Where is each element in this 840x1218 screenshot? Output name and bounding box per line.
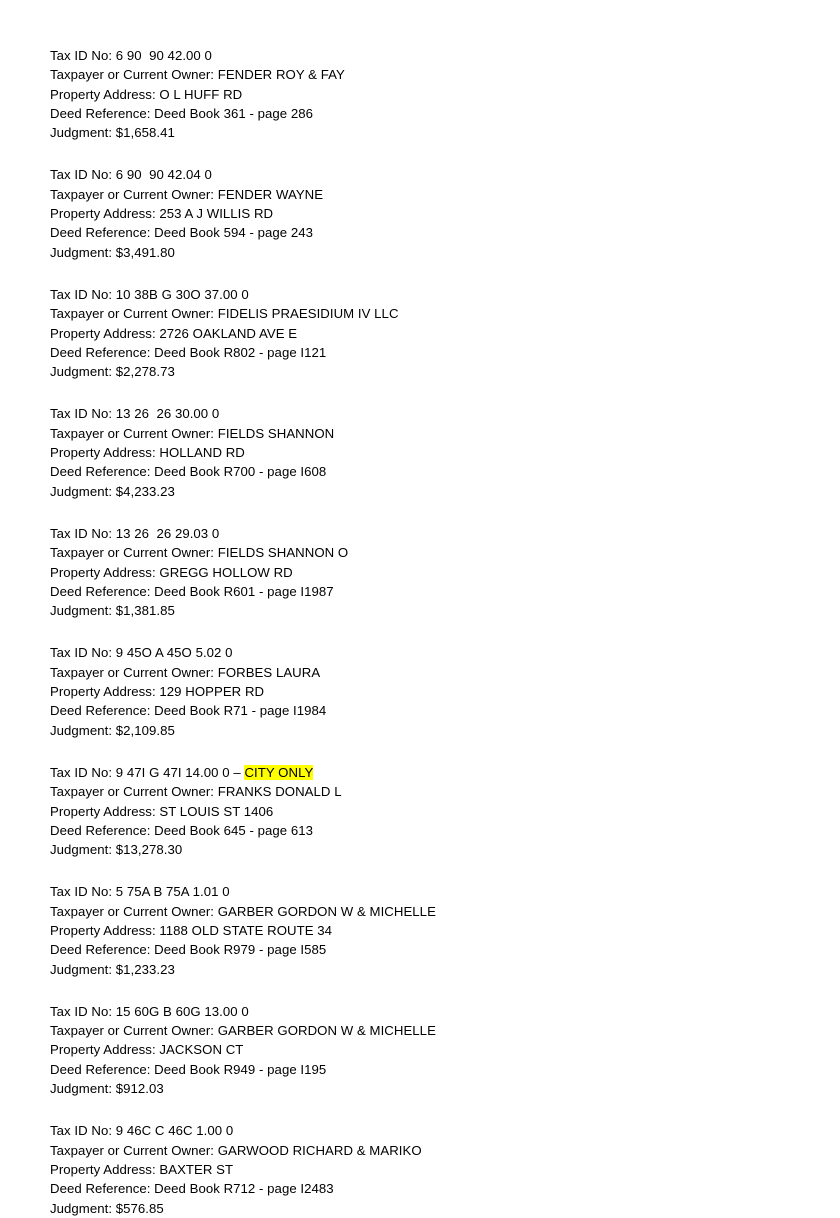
property-record <box>50 524 790 620</box>
tax-id-value: 9 46C C 46C 1.00 0 <box>115 1123 234 1139</box>
tax-id-line <box>50 404 790 423</box>
property-record <box>50 285 790 381</box>
tax-id-line <box>50 763 790 782</box>
tax-id-value: 15 60G B 60G 13.00 0 <box>115 1003 249 1019</box>
tax-id-label: Tax ID No: <box>50 884 116 900</box>
deed-reference-line: Deed Reference: Deed Book R979 - page I585 <box>50 942 327 958</box>
property-record <box>50 46 790 142</box>
tax-id-value: 10 38B G 30O 37.00 0 <box>115 286 249 302</box>
address-line: Property Address: BAXTER ST <box>50 1161 234 1177</box>
tax-id-value: 6 90 90 42.00 0 <box>115 48 212 63</box>
property-record <box>50 882 790 978</box>
deed-reference-line: Deed Reference: Deed Book 645 - page 613 <box>50 822 313 838</box>
judgment-line: Judgment: $1,381.85 <box>50 603 175 619</box>
tax-id-note: CITY ONLY <box>244 764 314 780</box>
tax-id-line <box>50 165 790 184</box>
judgment-line: Judgment: $13,278.30 <box>50 842 183 858</box>
tax-id-line <box>50 285 790 304</box>
deed-reference-line: Deed Reference: Deed Book R700 - page I608 <box>50 464 327 480</box>
tax-id-label: Tax ID No: <box>50 645 116 661</box>
owner-line: Taxpayer or Current Owner: FORBES LAURA <box>50 664 321 680</box>
tax-id-line <box>50 882 790 901</box>
address-line: Property Address: ST LOUIS ST 1406 <box>50 803 274 819</box>
tax-id-line <box>50 643 790 662</box>
owner-line: Taxpayer or Current Owner: FENDER ROY & FAY <box>50 67 345 83</box>
judgment-line: Judgment: $3,491.80 <box>50 244 175 260</box>
tax-id-label: Tax ID No: <box>50 764 116 780</box>
tax-id-label: Tax ID No: <box>50 48 116 63</box>
property-record <box>50 1002 790 1098</box>
tax-id-line <box>50 524 790 543</box>
deed-reference-line: Deed Reference: Deed Book R601 - page I1987 <box>50 583 334 599</box>
address-line: Property Address: JACKSON CT <box>50 1042 244 1058</box>
address-line: Property Address: 129 HOPPER RD <box>50 684 265 700</box>
owner-line: Taxpayer or Current Owner: GARBER GORDON W & MICHELLE <box>50 1023 436 1039</box>
owner-line: Taxpayer or Current Owner: GARBER GORDON W & MICHELLE <box>50 903 436 919</box>
judgment-line: Judgment: $576.85 <box>50 1200 164 1216</box>
property-record <box>50 643 790 739</box>
deed-reference-line: Deed Reference: Deed Book 361 - page 286 <box>50 105 313 121</box>
owner-line: Taxpayer or Current Owner: FIELDS SHANNON <box>50 425 335 441</box>
tax-id-label: Tax ID No: <box>50 1003 116 1019</box>
address-line: Property Address: O L HUFF RD <box>50 86 243 102</box>
owner-line: Taxpayer or Current Owner: FENDER WAYNE <box>50 186 324 202</box>
tax-id-label: Tax ID No: <box>50 525 116 541</box>
owner-line: Taxpayer or Current Owner: FRANKS DONALD L <box>50 784 342 800</box>
address-line: Property Address: 253 A J WILLIS RD <box>50 206 274 222</box>
tax-id-label: Tax ID No: <box>50 167 116 183</box>
address-line: Property Address: 2726 OAKLAND AVE E <box>50 325 298 341</box>
property-record <box>50 763 790 859</box>
tax-id-line <box>50 1121 790 1140</box>
deed-reference-line: Deed Reference: Deed Book 594 - page 243 <box>50 225 313 241</box>
judgment-line: Judgment: $2,109.85 <box>50 722 175 738</box>
tax-id-label: Tax ID No: <box>50 406 116 422</box>
tax-id-line <box>50 46 790 65</box>
tax-id-value: 13 26 26 29.03 0 <box>115 525 220 541</box>
address-line: Property Address: HOLLAND RD <box>50 445 245 461</box>
owner-line: Taxpayer or Current Owner: FIELDS SHANNON O <box>50 545 349 561</box>
tax-id-value: 6 90 90 42.04 0 <box>115 167 212 183</box>
judgment-line: Judgment: $912.03 <box>50 1081 164 1097</box>
deed-reference-line: Deed Reference: Deed Book R802 - page I121 <box>50 344 327 360</box>
judgment-line: Judgment: $4,233.23 <box>50 483 175 499</box>
tax-id-value: 9 45O A 45O 5.02 0 <box>115 645 233 661</box>
tax-id-value: 5 75A B 75A 1.01 0 <box>115 884 230 900</box>
address-line: Property Address: 1188 OLD STATE ROUTE 34 <box>50 922 333 938</box>
judgment-line: Judgment: $1,233.23 <box>50 961 175 977</box>
property-record <box>50 404 790 500</box>
owner-line: Taxpayer or Current Owner: GARWOOD RICHARD & MARIKO <box>50 1142 422 1158</box>
judgment-line: Judgment: $2,278.73 <box>50 364 175 380</box>
tax-id-label: Tax ID No: <box>50 286 116 302</box>
deed-reference-line: Deed Reference: Deed Book R71 - page I1984 <box>50 703 327 719</box>
property-record <box>50 1121 790 1217</box>
property-record <box>50 165 790 261</box>
tax-id-value: 13 26 26 30.00 0 <box>115 406 220 422</box>
tax-id-line <box>50 1002 790 1021</box>
deed-reference-line: Deed Reference: Deed Book R712 - page I2483 <box>50 1181 334 1197</box>
tax-id-value: 9 47I G 47I 14.00 0 – <box>115 764 245 780</box>
address-line: Property Address: GREGG HOLLOW RD <box>50 564 293 580</box>
owner-line: Taxpayer or Current Owner: FIDELIS PRAESIDIUM IV LLC <box>50 306 399 322</box>
judgment-line: Judgment: $1,658.41 <box>50 125 175 141</box>
deed-reference-line: Deed Reference: Deed Book R949 - page I195 <box>50 1061 327 1077</box>
tax-id-label: Tax ID No: <box>50 1123 116 1139</box>
